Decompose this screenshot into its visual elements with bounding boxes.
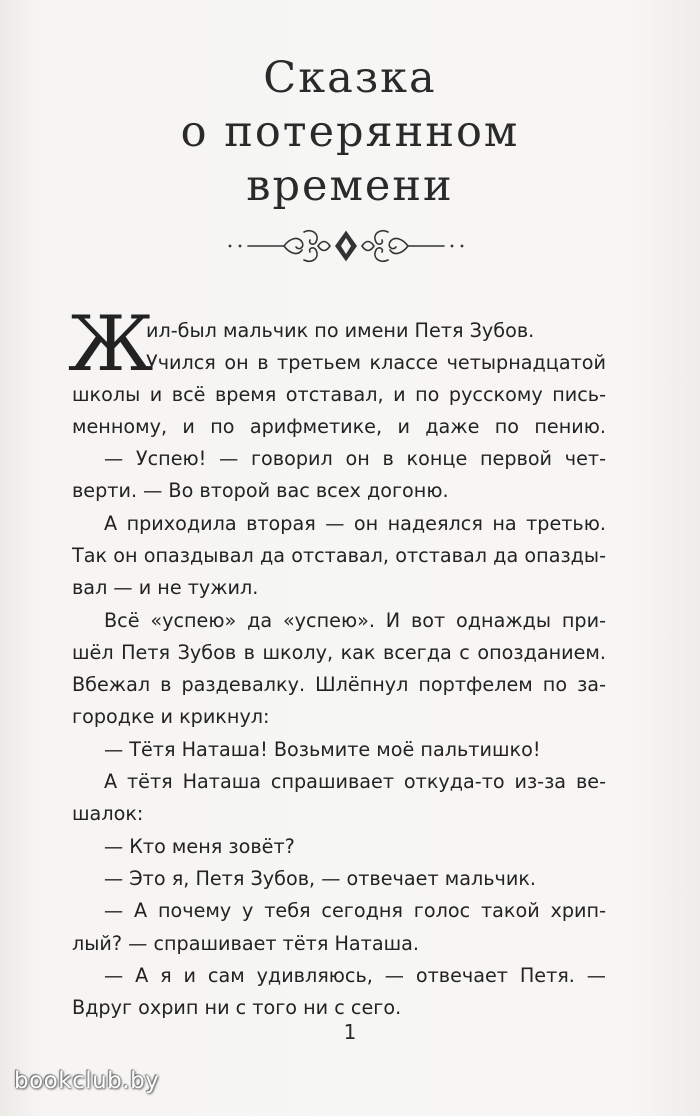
story-title-line-1: Сказка — [263, 53, 437, 103]
text-line: — Кто меня зовёт? — [104, 835, 295, 858]
text-line: шёл Петя Зубов в школу, как всегда с опозданием. — [72, 641, 606, 664]
text-line: — Успею! — говорил он в конце первой чет- — [104, 447, 606, 470]
story-title-line-2: о потерянном — [180, 107, 520, 157]
drop-cap: Ж — [68, 299, 154, 388]
text-line: — А почему у тебя сегодня голос такой хрип- — [104, 899, 606, 922]
text-line: лый? — спрашивает тётя Наташа. — [72, 932, 419, 955]
text-line: ил-был мальчик по имени Петя Зубов. — [146, 319, 535, 342]
text-line: шалок: — [72, 802, 144, 825]
text-line: менному, и по арифметике, и даже по пению. — [72, 415, 606, 438]
watermark: bookclub.by — [14, 1068, 160, 1094]
text-line: — Тётя Наташа! Возьмите моё пальтишко! — [104, 738, 541, 761]
text-line: — Это я, Петя Зубов, — отвечает мальчик. — [104, 867, 537, 890]
page-number: 1 — [343, 1020, 357, 1044]
text-line: Вдруг охрип ни с того ни с сего. — [72, 996, 402, 1019]
text-line: Всё «успею» да «успею». И вот однажды при- — [104, 609, 606, 632]
text-line: — А я и сам удивляюсь, — отвечает Петя. — — [104, 964, 606, 987]
text-line: вал — и не тужил. — [72, 576, 259, 599]
text-line: Вбежал в раздевалку. Шлёпнул портфелем по за- — [72, 673, 606, 696]
text-line: верти. — Во второй вас всех догоню. — [72, 479, 449, 502]
story-title-line-3: времени — [246, 161, 454, 211]
text-line: Учился он в третьем классе четырнадцатой — [146, 351, 606, 374]
floral-divider-icon — [226, 218, 466, 274]
text-line: школы и всё время отставал, и по русскому пись- — [72, 383, 606, 406]
text-line: Так он опаздывал да отставал, отставал да опазды- — [72, 544, 606, 567]
text-line: А приходила вторая — он надеялся на третью. — [104, 512, 606, 535]
text-line: городке и крикнул: — [72, 705, 270, 728]
text-line: А тётя Наташа спрашивает откуда-то из-за ве- — [104, 770, 606, 793]
